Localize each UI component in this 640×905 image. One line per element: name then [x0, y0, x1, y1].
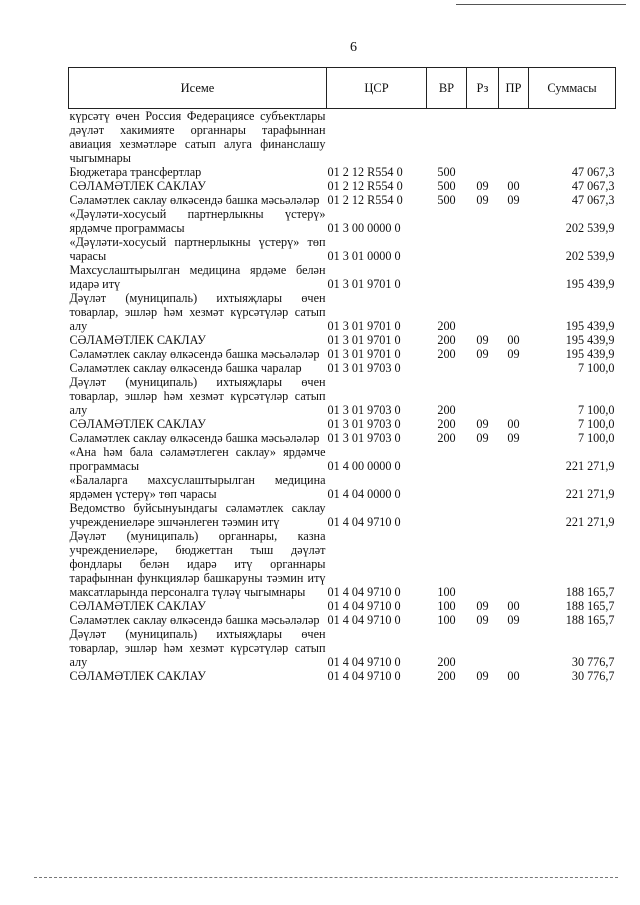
cell-name: Сәламәтлек саклау өлкәсендә башка мәсьәләләр	[69, 431, 320, 445]
cell-pr	[499, 361, 529, 375]
column-header-sum: Суммасы	[529, 68, 616, 109]
cell-pr: 00	[507, 417, 520, 431]
cell-rz	[467, 207, 499, 235]
cell-csr: 01 3 01 9703 0	[327, 361, 401, 375]
cell-vr: 200	[437, 669, 456, 683]
cell-sum: 221 271,9	[565, 459, 615, 473]
table-row	[69, 445, 616, 473]
cell-pr: 09	[507, 193, 520, 207]
cell-csr: 01 3 01 9703 0	[327, 417, 401, 431]
table-row	[69, 193, 616, 207]
cell-vr	[427, 473, 467, 501]
cell-vr: 200	[437, 319, 456, 333]
cell-name: СӘЛАМӘТЛЕК САКЛАУ	[69, 179, 206, 193]
table-row	[69, 613, 616, 627]
cell-csr: 01 3 01 0000 0	[327, 249, 401, 263]
table-row	[69, 529, 616, 599]
cell-rz: 09	[476, 347, 489, 361]
cell-rz: 09	[476, 179, 489, 193]
cell-csr: 01 4 00 0000 0	[327, 459, 401, 473]
cell-rz: 09	[476, 613, 489, 627]
column-header-pr: ПР	[499, 68, 529, 109]
cell-vr	[427, 361, 467, 375]
cell-pr: 09	[507, 431, 520, 445]
cell-sum: 188 165,7	[565, 613, 615, 627]
cell-rz	[467, 473, 499, 501]
cell-name: Сәламәтлек саклау өлкәсендә башка чаралар	[69, 361, 302, 375]
cell-vr: 200	[437, 417, 456, 431]
cell-pr	[499, 445, 529, 473]
cell-pr	[499, 627, 529, 669]
cell-csr: 01 2 12 R554 0	[327, 179, 403, 193]
cell-name: Дәүләт (муниципаль) ихтыяҗлары өчен товарлар, эшләр һәм хезмәт күрсәтүләр сатып алу	[69, 291, 326, 333]
table-row	[69, 347, 616, 361]
page-number: 6	[350, 40, 357, 55]
cell-sum: 7 100,0	[577, 403, 615, 417]
cell-sum: 202 539,9	[565, 221, 615, 235]
cell-name: Дәүләт (муниципаль) органнары, казна учреждениеләре, бюджеттан тыш дәүләт фондлары белән идарә итү органнары тарафыннан функцияләр башкаруны тәэмин итү максатларында персоналга түләү чыгымнары	[69, 529, 326, 599]
cell-pr	[499, 501, 529, 529]
cell-name: Сәламәтлек саклау өлкәсендә башка мәсьәләләр	[69, 613, 320, 627]
cell-pr: 09	[507, 613, 520, 627]
cell-csr: 01 2 12 R554 0	[327, 165, 403, 179]
cell-name: СӘЛАМӘТЛЕК САКЛАУ	[69, 669, 206, 683]
cell-vr: 200	[437, 403, 456, 417]
cell-rz: 09	[476, 333, 489, 347]
cell-pr	[499, 263, 529, 291]
cell-sum: 188 165,7	[565, 599, 615, 613]
cell-vr: 200	[437, 655, 456, 669]
cell-pr: 00	[507, 333, 520, 347]
cell-csr: 01 2 12 R554 0	[327, 193, 403, 207]
cell-pr	[499, 165, 529, 179]
cell-rz: 09	[476, 417, 489, 431]
cell-pr	[499, 529, 529, 599]
cell-sum: 47 067,3	[571, 165, 615, 179]
table-row	[69, 375, 616, 417]
cell-rz	[467, 501, 499, 529]
cell-rz	[467, 235, 499, 263]
cell-rz	[467, 375, 499, 417]
cell-pr	[499, 207, 529, 235]
cell-rz	[467, 361, 499, 375]
table-row	[69, 431, 616, 445]
cell-rz	[467, 445, 499, 473]
cell-csr: 01 4 04 9710 0	[327, 613, 401, 627]
table-row	[69, 669, 616, 683]
cell-sum: 7 100,0	[577, 431, 615, 445]
cell-sum: 221 271,9	[565, 487, 615, 501]
cell-name: СӘЛАМӘТЛЕК САКЛАУ	[69, 333, 206, 347]
cell-sum: 188 165,7	[565, 585, 615, 599]
budget-table	[68, 67, 616, 683]
cell-name: Дәүләт (муниципаль) ихтыяҗлары өчен товарлар, эшләр һәм хезмәт күрсәтүләр сатып алу	[69, 375, 326, 417]
cell-csr: 01 4 04 9710 0	[327, 655, 401, 669]
cell-vr	[427, 207, 467, 235]
cell-rz	[467, 165, 499, 179]
cell-sum: 7 100,0	[577, 361, 615, 375]
cell-pr: 09	[507, 347, 520, 361]
table-row	[69, 473, 616, 501]
cell-vr: 200	[437, 347, 456, 361]
cell-vr	[427, 445, 467, 473]
cell-name: Бюджетара трансфертлар	[69, 165, 202, 179]
cell-csr: 01 3 01 9701 0	[327, 347, 401, 361]
column-header-csr: ЦСР	[327, 68, 427, 109]
cell-vr	[427, 263, 467, 291]
table-row	[69, 291, 616, 333]
cell-csr: 01 4 04 0000 0	[327, 487, 401, 501]
cell-sum: 195 439,9	[565, 347, 615, 361]
table-row	[69, 235, 616, 263]
cell-sum	[529, 109, 616, 166]
cell-sum: 195 439,9	[565, 333, 615, 347]
cell-csr: 01 3 01 9703 0	[327, 431, 401, 445]
cell-name: күрсәтү өчен Россия Федерациясе субъектлары дәүләт хакимияте органнары тарафыннан авиация хезмәтләре сатып алуга финанслашу чыгымнары	[69, 109, 326, 165]
cell-vr: 100	[437, 613, 456, 627]
cell-rz: 09	[476, 193, 489, 207]
cell-sum: 202 539,9	[565, 249, 615, 263]
cell-pr: 00	[507, 669, 520, 683]
table-row	[69, 109, 616, 166]
cell-sum: 30 776,7	[571, 655, 615, 669]
table-row	[69, 333, 616, 347]
cell-csr: 01 4 04 9710 0	[327, 585, 401, 599]
cell-sum: 7 100,0	[577, 417, 615, 431]
cell-name: СӘЛАМӘТЛЕК САКЛАУ	[69, 599, 206, 613]
table-row	[69, 501, 616, 529]
cell-pr	[499, 375, 529, 417]
cell-csr	[327, 109, 427, 166]
table-row	[69, 627, 616, 669]
cell-vr: 100	[437, 599, 456, 613]
cell-csr: 01 4 04 9710 0	[327, 669, 401, 683]
cell-rz	[467, 529, 499, 599]
cell-pr	[499, 291, 529, 333]
cell-pr: 00	[507, 179, 520, 193]
cell-name: «Балаларга махсуслаштырылган медицина ярдәмен үстерү» төп чарасы	[69, 473, 326, 501]
cell-name: Сәламәтлек саклау өлкәсендә башка мәсьәләләр	[69, 347, 320, 361]
cell-csr: 01 4 04 9710 0	[327, 515, 401, 529]
cell-name: «Дәүләти-хосусый партнерлыкны үстерү» төп чарасы	[69, 235, 326, 263]
cell-name: «Ана һәм бала сәламәтлеген саклау» ярдәмче программасы	[69, 445, 326, 473]
cell-name: Махсуслаштырылган медицина ярдәме белән идарә итү	[69, 263, 326, 291]
table-row	[69, 165, 616, 179]
column-header-vr: ВР	[427, 68, 467, 109]
cell-pr	[499, 473, 529, 501]
table-row	[69, 179, 616, 193]
cell-name: Дәүләт (муниципаль) ихтыяҗлары өчен товарлар, эшләр һәм хезмәт күрсәтүләр сатып алу	[69, 627, 326, 669]
cell-name: «Дәүләти-хосусый партнерлыкны үстерү» ярдәмче программасы	[69, 207, 326, 235]
table-row	[69, 417, 616, 431]
cell-pr	[499, 109, 529, 166]
cell-csr: 01 4 04 9710 0	[327, 599, 401, 613]
cell-sum: 47 067,3	[571, 193, 615, 207]
table-header-row	[69, 68, 616, 109]
column-header-name: Исеме	[69, 68, 327, 109]
cell-rz: 09	[476, 599, 489, 613]
cell-vr: 200	[437, 333, 456, 347]
cell-sum: 30 776,7	[571, 669, 615, 683]
table-row	[69, 361, 616, 375]
cell-rz: 09	[476, 669, 489, 683]
cell-rz: 09	[476, 431, 489, 445]
cell-csr: 01 3 01 9701 0	[327, 319, 401, 333]
cell-pr: 00	[507, 599, 520, 613]
cell-csr: 01 3 01 9701 0	[327, 277, 401, 291]
cell-rz	[467, 263, 499, 291]
cell-csr: 01 3 00 0000 0	[327, 221, 401, 235]
column-header-rz: Рз	[467, 68, 499, 109]
cell-vr	[427, 501, 467, 529]
cell-csr: 01 3 01 9703 0	[327, 403, 401, 417]
cell-sum: 47 067,3	[571, 179, 615, 193]
cell-rz	[467, 109, 499, 166]
table-row	[69, 207, 616, 235]
table-row	[69, 599, 616, 613]
footer-rule	[34, 877, 618, 878]
cell-vr: 200	[437, 431, 456, 445]
cell-name: Ведомство буйсынуындагы сәламәтлек саклау учреждениеләре эшчәнлеген тәэмин итү	[69, 501, 326, 529]
cell-vr	[427, 235, 467, 263]
cell-vr: 500	[437, 179, 456, 193]
cell-sum: 195 439,9	[565, 319, 615, 333]
table-row	[69, 263, 616, 291]
header-rule	[456, 4, 626, 5]
cell-vr: 500	[437, 165, 456, 179]
cell-rz	[467, 627, 499, 669]
cell-rz	[467, 291, 499, 333]
cell-name: Сәламәтлек саклау өлкәсендә башка мәсьәләләр	[69, 193, 320, 207]
cell-sum: 221 271,9	[565, 515, 615, 529]
cell-name: СӘЛАМӘТЛЕК САКЛАУ	[69, 417, 206, 431]
cell-vr: 500	[437, 193, 456, 207]
cell-pr	[499, 235, 529, 263]
cell-vr: 100	[437, 585, 456, 599]
cell-vr	[427, 109, 467, 166]
cell-csr: 01 3 01 9701 0	[327, 333, 401, 347]
cell-sum: 195 439,9	[565, 277, 615, 291]
